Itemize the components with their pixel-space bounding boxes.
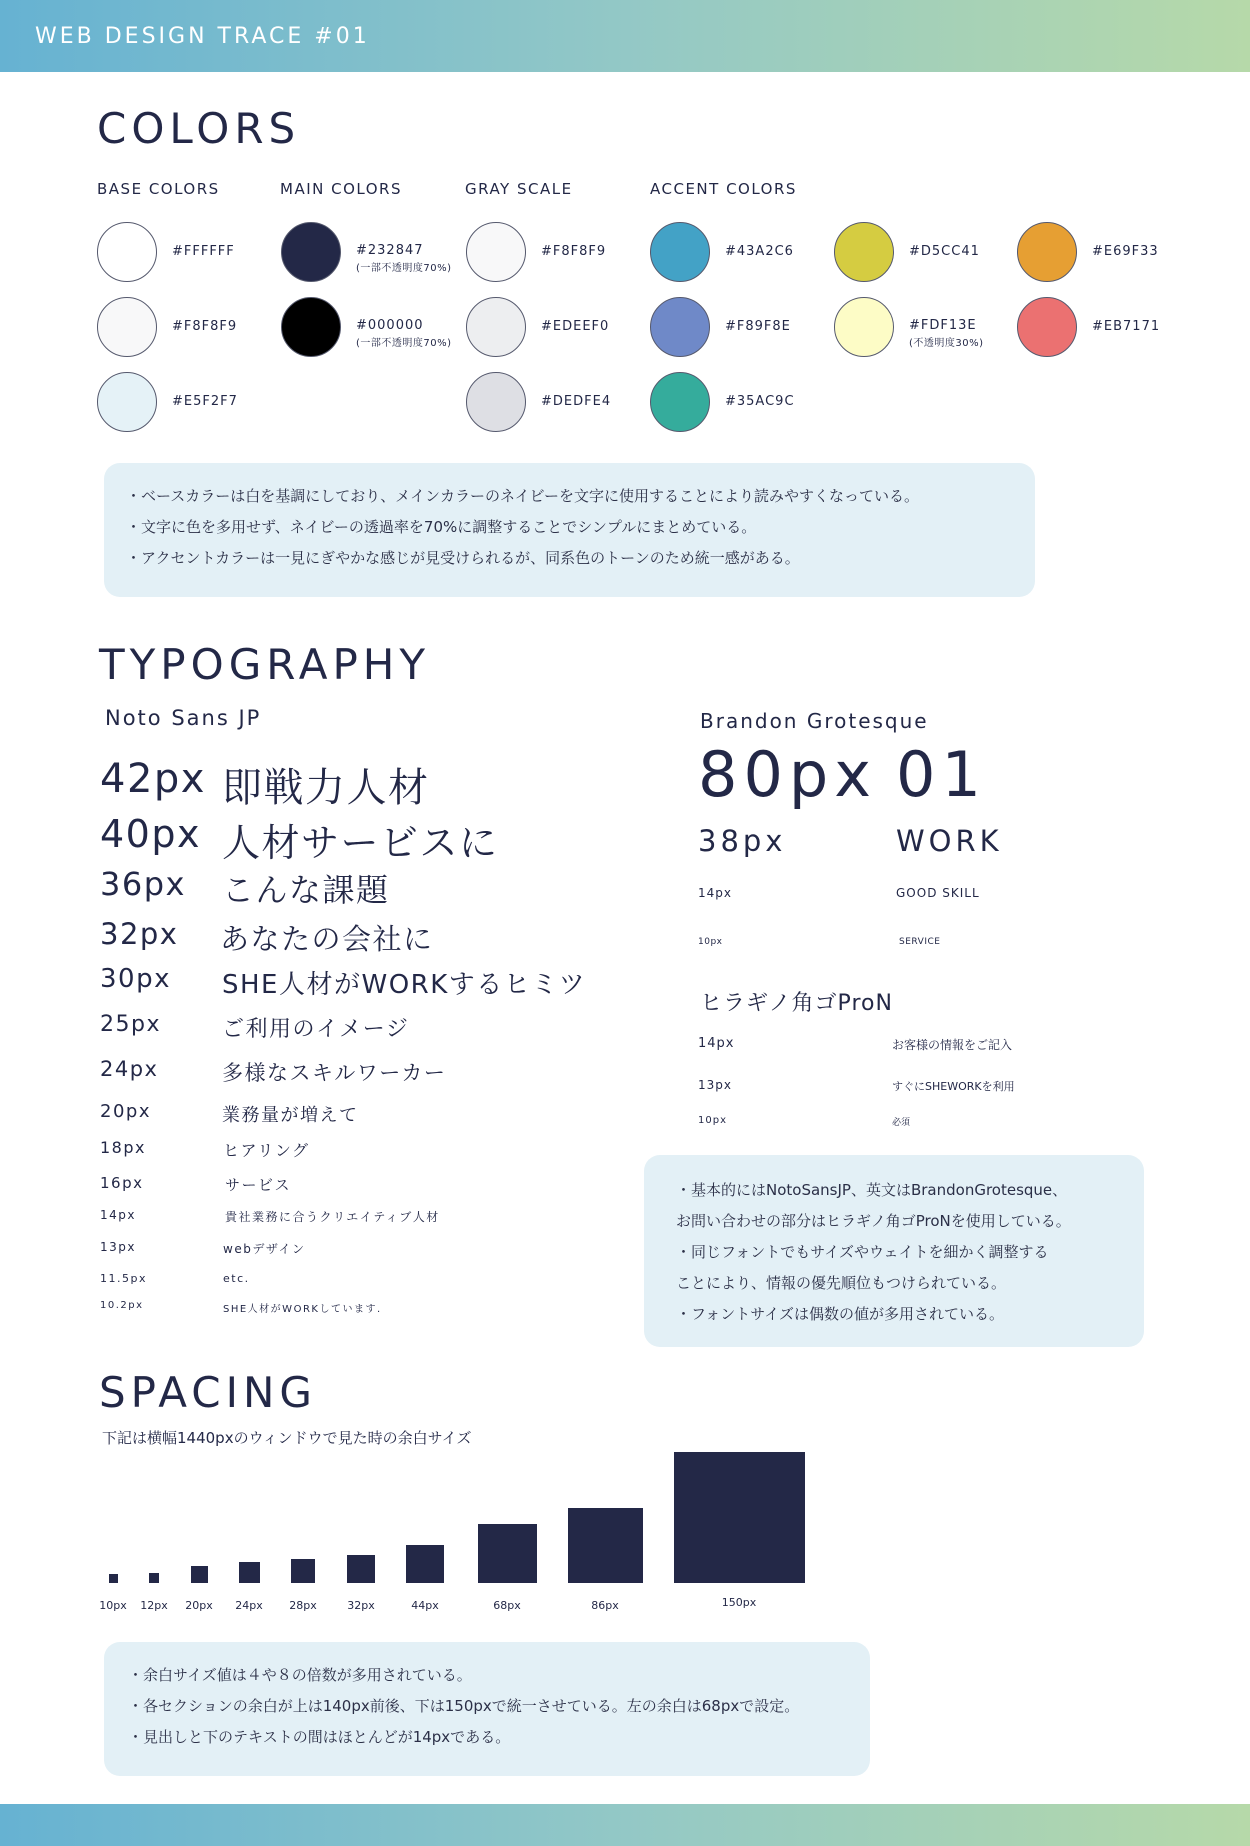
spacing-label: 20px <box>185 1599 213 1612</box>
font-sample-text: 01 <box>896 738 987 811</box>
font-size-label: 14px <box>698 886 732 900</box>
color-hex-label: #35AC9C <box>725 394 795 409</box>
spacing-square <box>291 1559 315 1583</box>
color-swatch <box>97 372 157 432</box>
font-size-label: 11.5px <box>100 1272 147 1285</box>
page-header <box>0 0 1250 72</box>
color-hex-label: #DEDFE4 <box>541 394 612 409</box>
spacing-label: 10px <box>99 1599 127 1612</box>
font-size-label: 13px <box>100 1240 136 1254</box>
font-size-label: 42px <box>100 756 206 802</box>
colors-note-line: ・アクセントカラーは一見にぎやかな感じが見受けられるが、同系色のトーンのため統一感がある。 <box>126 549 800 567</box>
font-size-label: 10px <box>698 937 723 947</box>
font-sample-text: GOOD SKILL <box>896 886 980 900</box>
colors-note-box <box>104 463 1035 597</box>
spacing-note-line: ・余白サイズ値は４や８の倍数が多用されている。 <box>128 1666 472 1684</box>
spacing-label: 28px <box>289 1599 317 1612</box>
font-sample-text: 多様なスキルワーカー <box>222 1061 447 1085</box>
font-size-label: 20px <box>100 1101 151 1122</box>
color-hex-label: #EB7171 <box>1092 319 1161 334</box>
color-swatch <box>650 297 710 357</box>
spacing-square <box>406 1545 444 1583</box>
font-sample-text: 人材サービスに <box>222 821 499 865</box>
font-size-label: 18px <box>100 1138 146 1157</box>
font-size-label: 14px <box>698 1036 735 1051</box>
colors-title: COLORS <box>97 104 301 153</box>
font-size-label: 32px <box>100 917 179 951</box>
color-hex-label: #43A2C6 <box>725 244 794 259</box>
color-swatch <box>466 297 526 357</box>
font-size-label: 36px <box>100 865 186 903</box>
spacing-title: SPACING <box>99 1368 317 1417</box>
color-swatch <box>1017 297 1077 357</box>
gray-scale-label: GRAY SCALE <box>465 180 573 198</box>
spacing-square <box>347 1555 375 1583</box>
spacing-square <box>149 1573 159 1583</box>
spacing-label: 44px <box>411 1599 439 1612</box>
color-swatch <box>281 222 341 282</box>
spacing-square <box>568 1508 643 1583</box>
spacing-square <box>478 1524 537 1583</box>
noto-font-name: Noto Sans JP <box>105 706 262 730</box>
spacing-label: 86px <box>591 1599 619 1612</box>
color-swatch <box>97 297 157 357</box>
color-swatch <box>834 297 894 357</box>
color-hex-label: #E69F33 <box>1092 244 1159 259</box>
font-sample-text: SHE人材がWORKしています. <box>223 1304 382 1315</box>
spacing-note-line: ・各セクションの余白が上は140px前後、下は150pxで統一させている。左の余白は68pxで設定。 <box>128 1697 800 1715</box>
main-colors-label: MAIN COLORS <box>280 180 402 198</box>
page-footer <box>0 1804 1250 1846</box>
typography-note-line: ことにより、情報の優先順位もつけられている。 <box>676 1274 1007 1292</box>
color-hex-label: #F8F8F9 <box>541 244 607 259</box>
font-size-label: 25px <box>100 1012 161 1037</box>
typography-note-line: お問い合わせの部分はヒラギノ角ゴProNを使用している。 <box>676 1212 1071 1230</box>
color-hex-label: #E5F2F7 <box>172 394 238 409</box>
color-opacity-note: (一部不透明度70%) <box>356 263 452 274</box>
color-hex-label: #FDF13E <box>909 318 977 333</box>
spacing-square <box>191 1566 208 1583</box>
color-hex-label: #232847 <box>356 243 424 258</box>
color-swatch <box>466 372 526 432</box>
brandon-font-name: Brandon Grotesque <box>700 709 929 733</box>
spacing-subtitle: 下記は横幅1440pxのウィンドウで見た時の余白サイズ <box>102 1429 472 1447</box>
spacing-note-box <box>104 1642 870 1776</box>
color-hex-label: #000000 <box>356 318 424 333</box>
typography-note-box <box>644 1155 1144 1347</box>
typography-title: TYPOGRAPHY <box>99 640 431 689</box>
color-swatch <box>97 222 157 282</box>
font-size-label: 13px <box>698 1078 732 1092</box>
font-sample-text: すぐにSHEWORKを利用 <box>892 1080 1015 1093</box>
font-sample-text: etc. <box>223 1272 250 1285</box>
font-size-label: 10px <box>698 1115 727 1126</box>
typography-note-line: ・同じフォントでもサイズやウェイトを細かく調整する <box>676 1243 1049 1261</box>
font-sample-text: webデザイン <box>223 1242 306 1256</box>
font-size-label: 16px <box>100 1174 144 1192</box>
header-title: WEB DESIGN TRACE #01 <box>35 24 370 49</box>
color-opacity-note: (不透明度30%) <box>909 338 984 349</box>
font-sample-text: あなたの会社に <box>220 922 434 956</box>
typography-note-line: ・基本的にはNotoSansJP、英文はBrandonGrotesque、 <box>676 1181 1068 1199</box>
color-swatch <box>281 297 341 357</box>
color-hex-label: #F8F8F9 <box>172 319 238 334</box>
spacing-label: 32px <box>347 1599 375 1612</box>
color-swatch <box>466 222 526 282</box>
colors-note-line: ・ベースカラーは白を基調にしており、メインカラーのネイビーを文字に使用することにより読みやすくなっている。 <box>126 487 920 505</box>
spacing-note-line: ・見出しと下のテキストの間はほとんどが14pxである。 <box>128 1728 511 1746</box>
font-size-label: 10.2px <box>100 1300 144 1311</box>
font-sample-text: 即戦力人材 <box>222 765 430 811</box>
color-hex-label: #F89F8E <box>725 319 791 334</box>
font-size-label: 24px <box>100 1057 159 1081</box>
spacing-square <box>109 1574 118 1583</box>
font-sample-text: ご利用のイメージ <box>222 1017 410 1042</box>
spacing-label: 68px <box>493 1599 521 1612</box>
font-sample-text: 業務量が増えて <box>222 1105 359 1126</box>
font-sample-text: 貴社業務に合うクリエイティブ人材 <box>225 1210 440 1224</box>
font-size-label: 14px <box>100 1208 136 1222</box>
font-sample-text: サービス <box>225 1176 292 1194</box>
hiragino-font-name: ヒラギノ角ゴProN <box>700 991 893 1016</box>
font-size-label: 30px <box>100 964 171 994</box>
spacing-label: 12px <box>140 1599 168 1612</box>
color-opacity-note: (一部不透明度70%) <box>356 338 452 349</box>
spacing-square <box>674 1452 805 1583</box>
color-swatch <box>650 222 710 282</box>
font-sample-text: 必須 <box>892 1118 911 1128</box>
colors-note-line: ・文字に色を多用せず、ネイビーの透過率を70%に調整することでシンプルにまとめている。 <box>126 518 757 536</box>
accent-colors-label: ACCENT COLORS <box>650 180 797 198</box>
font-size-label: 40px <box>100 812 201 856</box>
font-sample-text: SERVICE <box>899 937 941 947</box>
font-sample-text: WORK <box>896 824 1003 858</box>
font-sample-text: ヒアリング <box>223 1141 310 1160</box>
font-sample-text: こんな課題 <box>222 871 390 909</box>
typography-note-line: ・フォントサイズは偶数の値が多用されている。 <box>676 1305 1005 1323</box>
font-sample-text: SHE人材がWORKするヒミツ <box>222 970 587 1000</box>
spacing-label: 150px <box>721 1596 757 1609</box>
color-swatch <box>834 222 894 282</box>
color-swatch <box>650 372 710 432</box>
font-size-label: 38px <box>698 824 787 858</box>
color-hex-label: #FFFFFF <box>172 244 235 259</box>
spacing-label: 24px <box>235 1599 263 1612</box>
color-hex-label: #D5CC41 <box>909 244 980 259</box>
spacing-square <box>239 1562 260 1583</box>
base-colors-label: BASE COLORS <box>97 180 220 198</box>
color-swatch <box>1017 222 1077 282</box>
font-sample-text: お客様の情報をご記入 <box>892 1038 1013 1052</box>
color-hex-label: #EDEEF0 <box>541 319 610 334</box>
font-size-label: 80px <box>698 738 877 811</box>
